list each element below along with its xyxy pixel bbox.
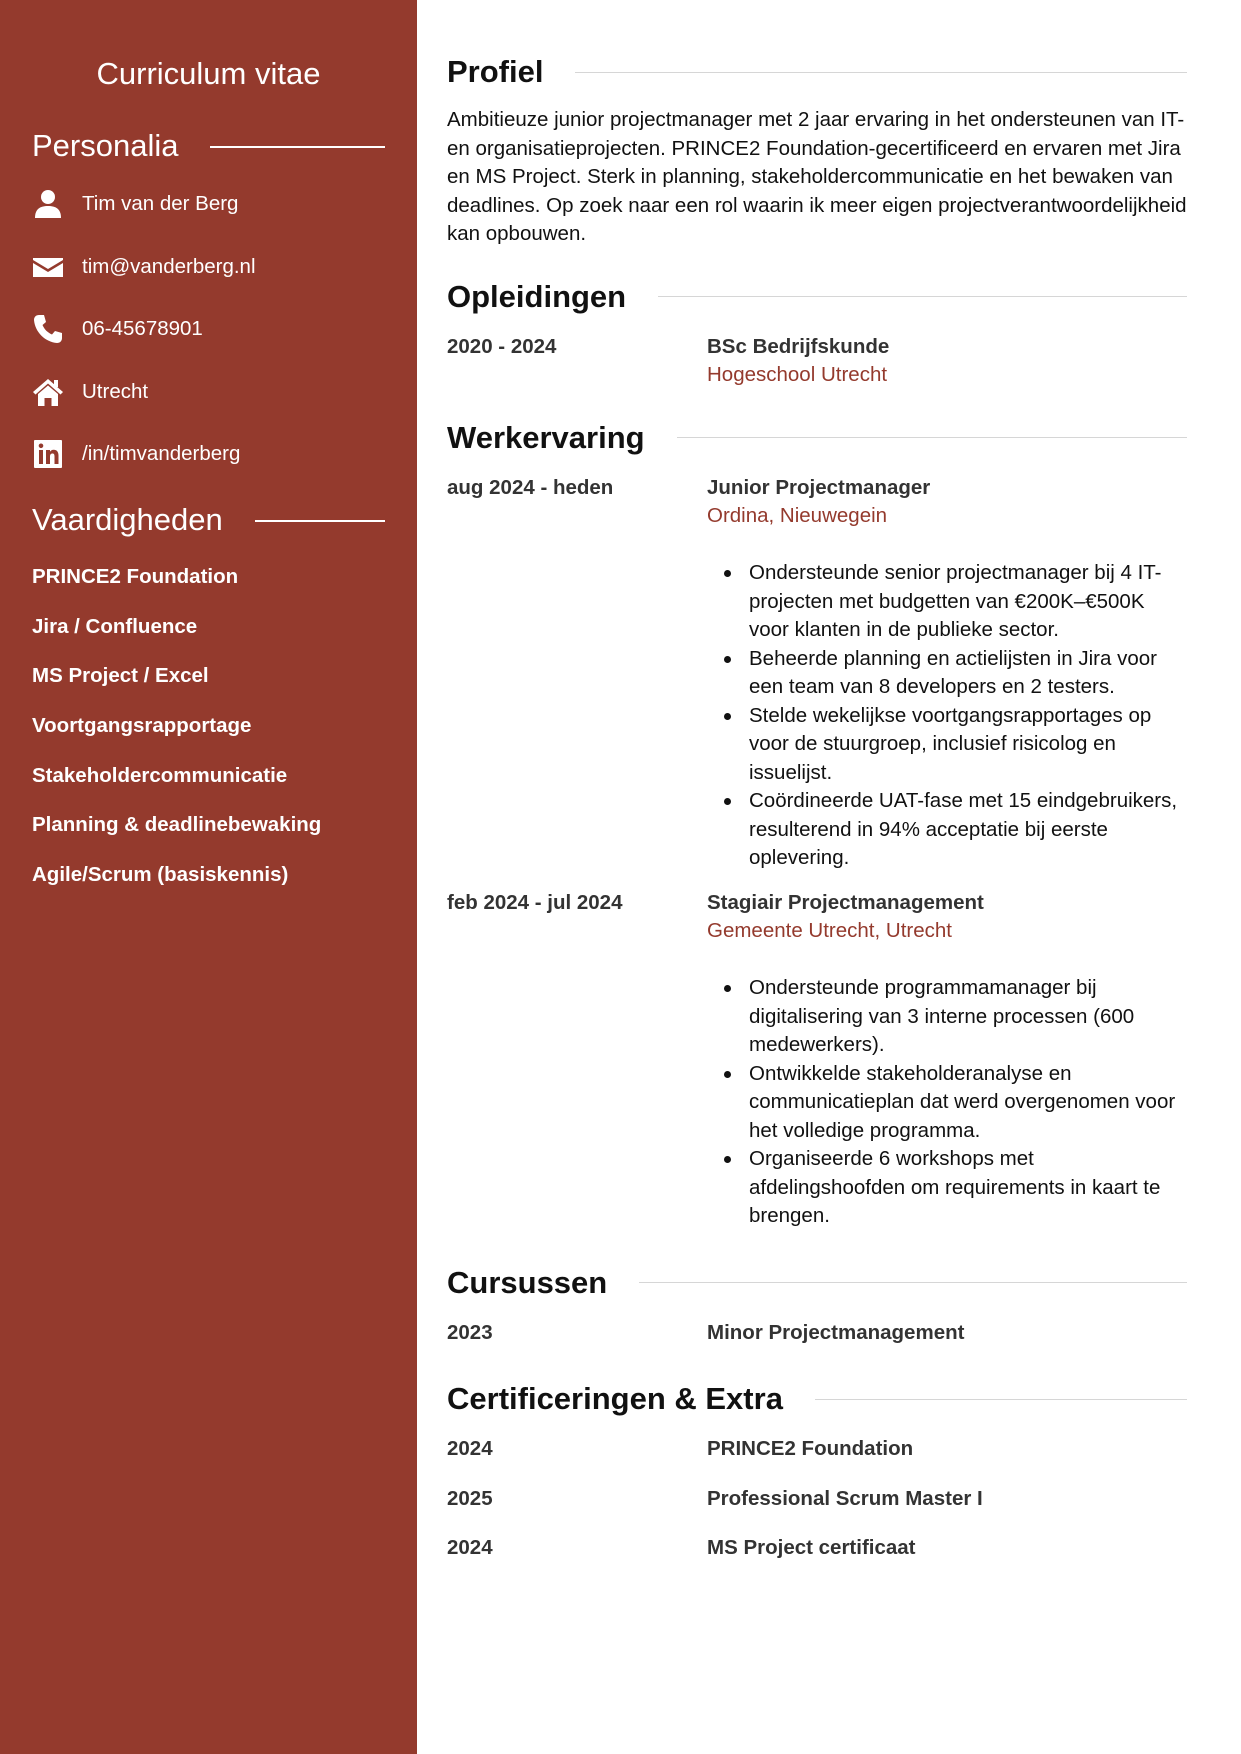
entry-organization: Hogeschool Utrecht	[707, 363, 888, 386]
envelope-icon	[32, 251, 64, 283]
profile-text: Ambitieuze junior projectmanager met 2 jaar ervaring in het ondersteunen van IT- en organisatieprojecten. PRINCE2 Foundation-gecertificeerd en ervaren met Jira en MS Project. Sterk in planning, stakeholdercommunicatie en het bewaken van deadlines. Op zoek naar een rol waarin ik meer eigen projectverantwoordelijkheid kan opbouwen.	[447, 108, 1187, 245]
skills-heading-label: Vaardigheden	[32, 502, 223, 537]
section-heading-courses	[447, 1264, 1187, 1302]
experience-entry	[447, 889, 1187, 1231]
entry-title: Minor Projectmanagement	[707, 1320, 965, 1344]
contact-linkedin[interactable]	[32, 434, 385, 474]
contact-phone-text[interactable]: 06-45678901	[82, 317, 203, 340]
contact-phone[interactable]	[32, 309, 385, 349]
heading-rule	[658, 296, 1187, 297]
entry-organization: Ordina, Nieuwegein	[707, 504, 888, 527]
skills-list	[32, 562, 385, 889]
education-entry	[447, 333, 1187, 390]
skill-item: Jira / Confluence	[32, 614, 198, 638]
linkedin-icon	[32, 438, 64, 470]
sidebar	[0, 0, 417, 1754]
section-heading-education	[447, 278, 1187, 316]
entry-bullets	[707, 974, 1187, 1231]
entry-bullets	[707, 559, 1187, 873]
main-content	[447, 0, 1187, 1563]
contact-list	[32, 184, 385, 474]
section-heading-label: Werkervaring	[447, 419, 645, 455]
heading-rule	[677, 437, 1187, 438]
section-heading-label: Opleidingen	[447, 278, 627, 314]
bullet-item: Beheerde planning en actielijsten in Jira voor een team van 8 developers en 2 testers.	[707, 645, 1187, 702]
entry-organization: Gemeente Utrecht, Utrecht	[707, 919, 952, 942]
entry-date: 2025	[447, 1486, 493, 1510]
entry-date: 2024	[447, 1437, 493, 1460]
skill-item: Agile/Scrum (basiskennis)	[32, 863, 289, 887]
skill-item: Voortgangsrapportage	[32, 714, 252, 738]
contact-linkedin-text[interactable]: /in/timvanderberg	[82, 442, 241, 465]
bullet-item: Ondersteunde senior projectmanager bij 4 IT-projecten met budgetten van €200K–€500K voor klanten in de publieke sector.	[707, 559, 1187, 645]
heading-rule	[815, 1399, 1187, 1400]
home-icon	[32, 376, 64, 408]
heading-rule	[639, 1282, 1187, 1283]
entry-title: Professional Scrum Master I	[707, 1486, 983, 1510]
entry-date: aug 2024 - heden	[447, 475, 614, 499]
entry-title: Junior Projectmanager	[707, 475, 931, 499]
experience-section	[447, 419, 1187, 1231]
entry-title: Stagiair Projectmanagement	[707, 890, 984, 914]
skill-item: Stakeholdercommunicatie	[32, 763, 288, 787]
section-heading-label: Profiel	[447, 54, 544, 89]
section-heading-profile	[447, 53, 1187, 91]
phone-icon	[32, 313, 64, 345]
certification-entry	[447, 1534, 1187, 1563]
skill-item: Planning & deadlinebewaking	[32, 813, 322, 837]
course-entry	[447, 1319, 1187, 1348]
skill-item: MS Project / Excel	[32, 664, 209, 688]
courses-section	[447, 1264, 1187, 1348]
bullet-item: Coördineerde UAT-fase met 15 eindgebruikers, resulterend in 94% acceptatie bij eerste oplevering.	[707, 787, 1187, 873]
experience-entry	[447, 474, 1187, 873]
user-icon	[32, 188, 64, 220]
heading-rule	[255, 520, 385, 522]
entry-date: 2020 - 2024	[447, 334, 557, 358]
contact-email[interactable]	[32, 247, 385, 287]
section-heading-label: Certificeringen & Extra	[447, 1381, 783, 1416]
profile-section	[447, 53, 1187, 249]
personalia-heading	[32, 128, 385, 164]
bullet-item: Ondersteunde programmamanager bij digitalisering van 3 interne processen (600 medewerkers).	[707, 974, 1187, 1060]
personalia-heading-label: Personalia	[32, 128, 179, 163]
contact-location-text: Utrecht	[82, 379, 149, 403]
skills-heading	[32, 502, 385, 538]
entry-date: feb 2024 - jul 2024	[447, 890, 623, 914]
heading-rule	[210, 146, 385, 148]
heading-rule	[575, 72, 1187, 73]
certifications-section	[447, 1380, 1187, 1563]
entry-title: BSc Bedrijfskunde	[707, 334, 890, 358]
contact-location	[32, 372, 385, 412]
entry-title: MS Project certificaat	[707, 1536, 916, 1559]
section-heading-experience	[447, 419, 1187, 457]
bullet-item: Stelde wekelijkse voortgangsrapportages op voor de stuurgroep, inclusief risicolog en issuelijst.	[707, 702, 1187, 788]
bullet-item: Ontwikkelde stakeholderanalyse en communicatieplan dat werd overgenomen voor het volledige programma.	[707, 1060, 1187, 1146]
section-heading-certifications	[447, 1380, 1187, 1418]
entry-date: 2023	[447, 1320, 493, 1344]
education-section	[447, 278, 1187, 390]
contact-name	[32, 184, 385, 224]
skill-item: PRINCE2 Foundation	[32, 565, 239, 588]
contact-email-text[interactable]: tim@vanderberg.nl	[82, 254, 256, 278]
contact-name-text: Tim van der Berg	[82, 192, 239, 215]
bullet-item: Organiseerde 6 workshops met afdelingshoofden om requirements in kaart te brengen.	[707, 1145, 1187, 1231]
entry-date: 2024	[447, 1536, 493, 1559]
entry-title: PRINCE2 Foundation	[707, 1437, 914, 1460]
certification-entry	[447, 1435, 1187, 1464]
cv-title: Curriculum vitae	[96, 56, 321, 91]
certification-entry	[447, 1485, 1187, 1514]
section-heading-label: Cursussen	[447, 1264, 608, 1300]
